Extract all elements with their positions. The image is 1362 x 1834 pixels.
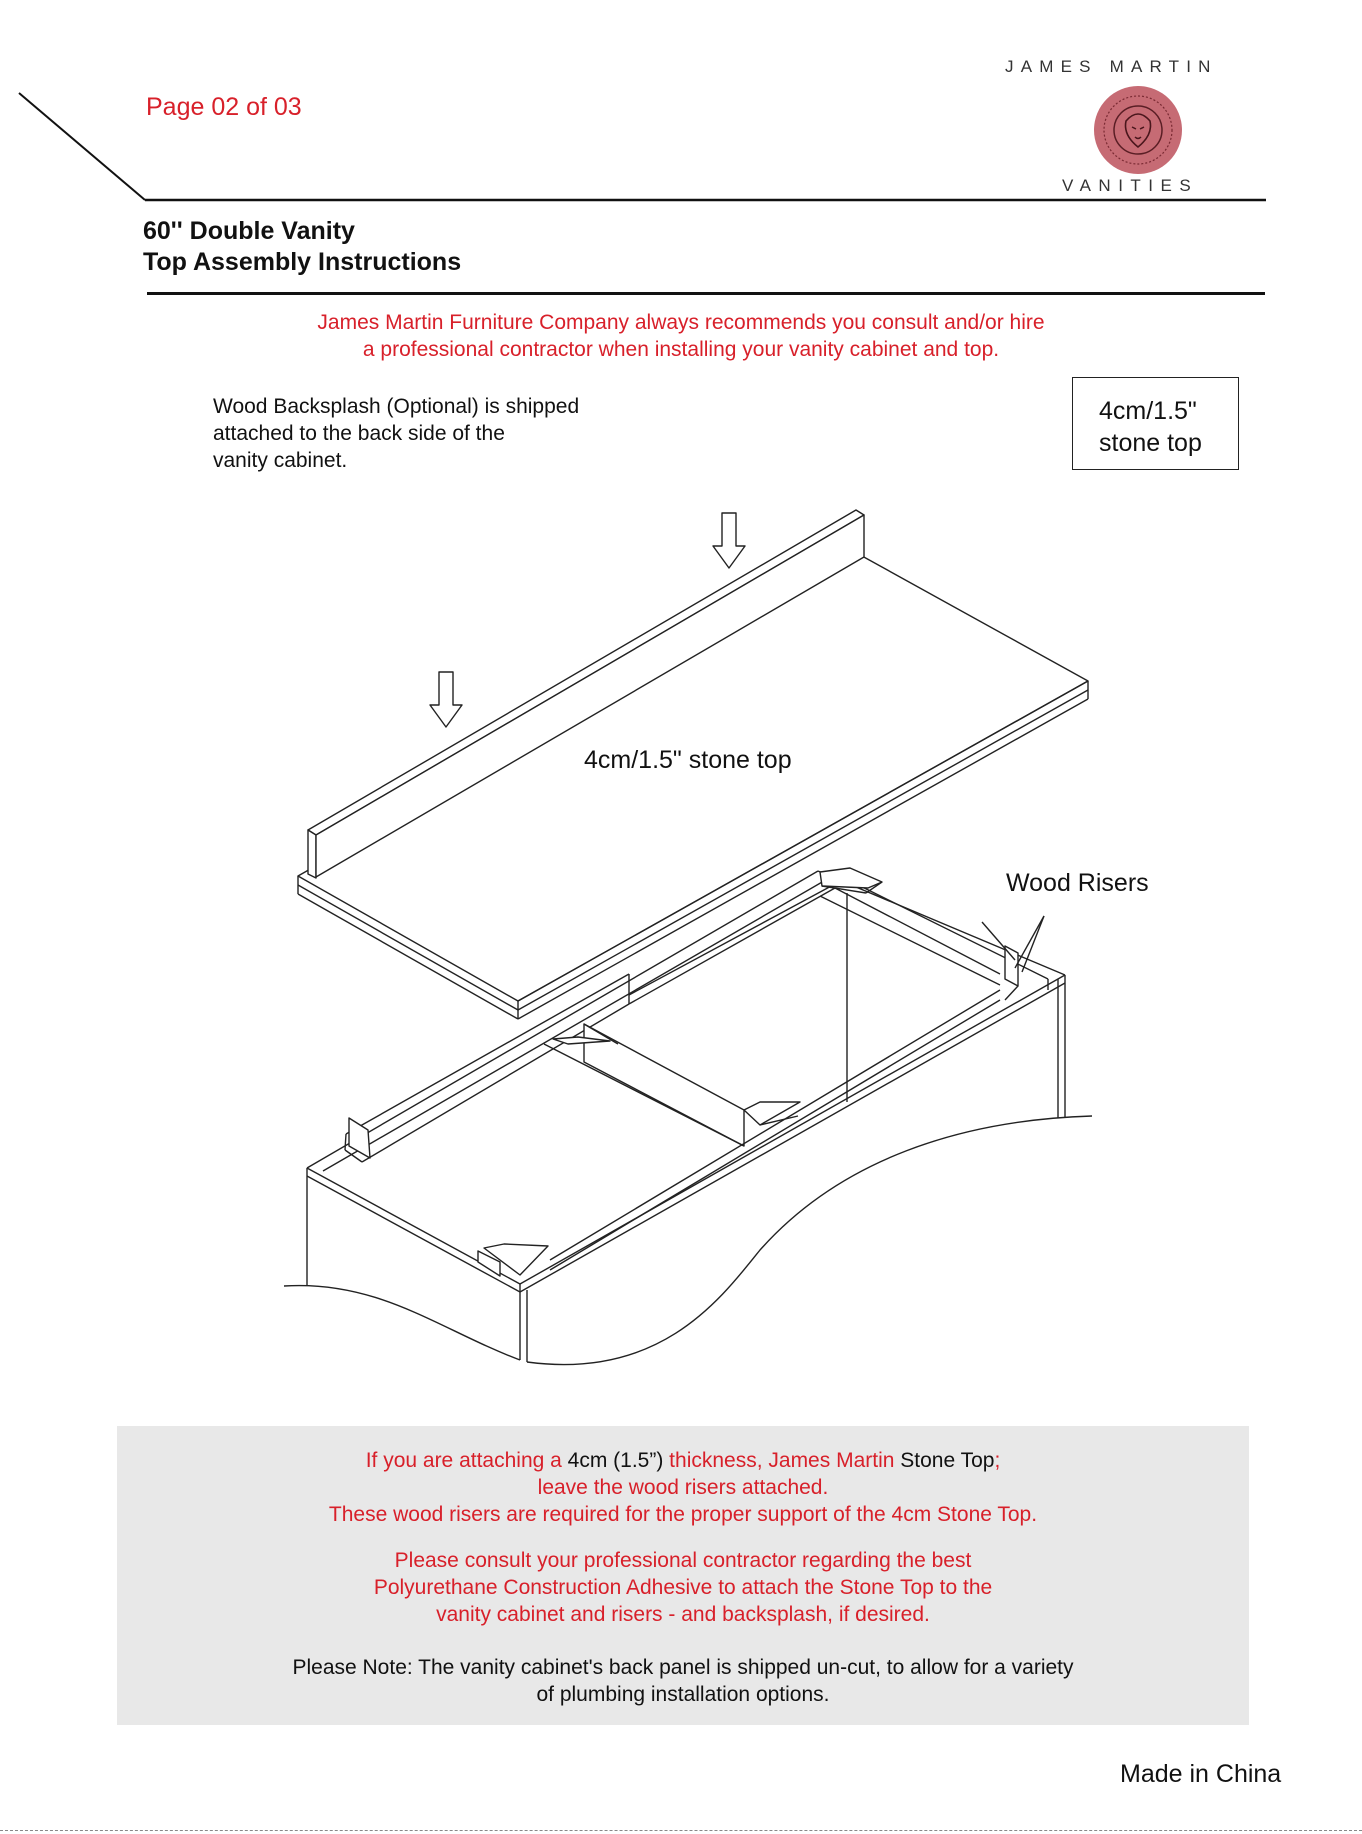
page-number: Page 02 of 03 <box>146 93 302 121</box>
thickness-line-2: stone top <box>1099 429 1202 457</box>
notice-p2-line-1: Please consult your professional contractor regarding the best <box>394 1549 972 1572</box>
notice-p2-line-3: vanity cabinet and risers - and backsplash, if desired. <box>436 1603 930 1626</box>
notice-paragraph-2 <box>117 1547 1249 1628</box>
recommendation-line-2: a professional contractor when installing your vanity cabinet and top. <box>362 338 1000 361</box>
installation-notice <box>117 1426 1249 1725</box>
notice-p1-line-2: leave the wood risers attached. <box>537 1476 829 1499</box>
title-line-2: Top Assembly Instructions <box>143 248 462 276</box>
notice-p3-line-1: Please Note: The vanity cabinet's back panel is shipped un-cut, to allow for a variety <box>292 1656 1074 1679</box>
recommendation-line-1: James Martin Furniture Company always recommends you consult and/or hire <box>317 311 1045 334</box>
title-line-1: 60'' Double Vanity <box>143 217 355 245</box>
stone-top-label: 4cm/1.5" stone top <box>584 746 792 774</box>
notice-p1-line-1: If you are attaching a 4cm (1.5”) thickness, James Martin Stone Top; <box>365 1449 1001 1472</box>
backsplash-note-line-3: vanity cabinet. <box>213 449 348 472</box>
backsplash-note-line-2: attached to the back side of the <box>213 422 505 445</box>
down-arrow-icon <box>430 672 462 727</box>
page-bottom-dashed-line <box>0 1830 1362 1831</box>
made-in-label: Made in China <box>1120 1760 1282 1788</box>
brand-subtitle: VANITIES <box>1062 176 1199 195</box>
notice-p3-line-2: of plumbing installation options. <box>536 1683 830 1706</box>
notice-paragraph-1 <box>117 1447 1249 1528</box>
notice-p1-line-3: These wood risers are required for the proper support of the 4cm Stone Top. <box>328 1503 1038 1526</box>
notice-p2-line-2: Polyurethane Construction Adhesive to attach the Stone Top to the <box>373 1576 993 1599</box>
thickness-line-1: 4cm/1.5" <box>1099 397 1197 425</box>
backsplash-note-line-1: Wood Backsplash (Optional) is shipped <box>213 395 580 418</box>
wood-risers-label: Wood Risers <box>1006 869 1149 897</box>
brand-name: JAMES MARTIN <box>1005 57 1218 76</box>
down-arrow-icon <box>713 513 745 568</box>
vanity-cabinet <box>284 868 1092 1365</box>
notice-paragraph-3 <box>117 1654 1249 1708</box>
